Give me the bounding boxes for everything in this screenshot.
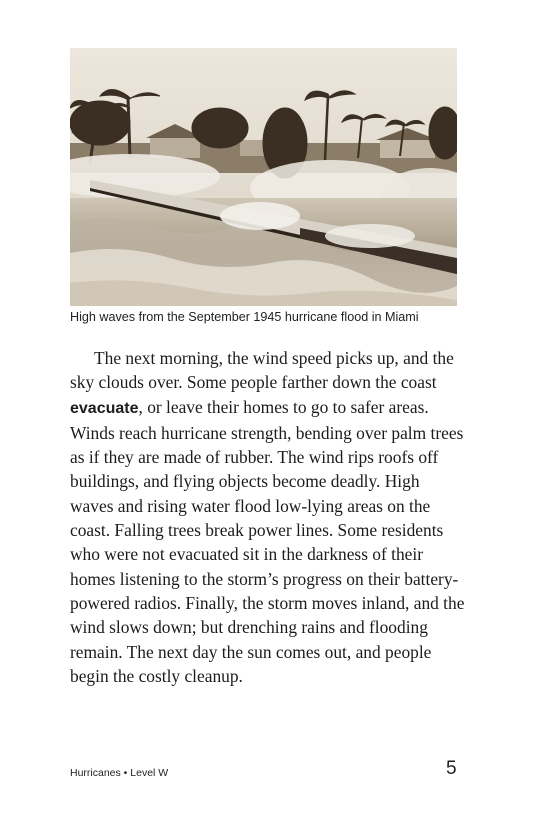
body-text-segment: , or leave their homes to go to safer areas. Winds reach hurricane strength, bending over palm trees as if they are made of rubber. The wind rips roofs off buildings, and flying objects become deadly. High waves and rising water flood low-lying areas on the coast. Falling trees break power lines. Some residents who were not evacuated sit in the darkness of their homes listening to the storm’s progress on their battery-powered radios. Finally, the storm moves inland, and the wind slows down; but drenching rains and flooding remain. The next day the sun comes out, and people begin the costly cleanup. xyxy=(70,396,465,686)
page-number: 5 xyxy=(446,758,457,779)
body-text-segment: The next morning, the wind speed picks up, and the sky clouds over. Some people farther down the coast xyxy=(70,348,454,393)
footer-book-title: Hurricanes • Level W xyxy=(70,767,169,779)
photo-caption: High waves from the September 1945 hurricane flood in Miami xyxy=(70,310,419,324)
hurricane-photo-image xyxy=(70,48,457,306)
body-paragraph xyxy=(70,346,465,688)
hurricane-photo xyxy=(70,48,457,306)
vocabulary-word-evacuate: evacuate xyxy=(70,399,139,417)
